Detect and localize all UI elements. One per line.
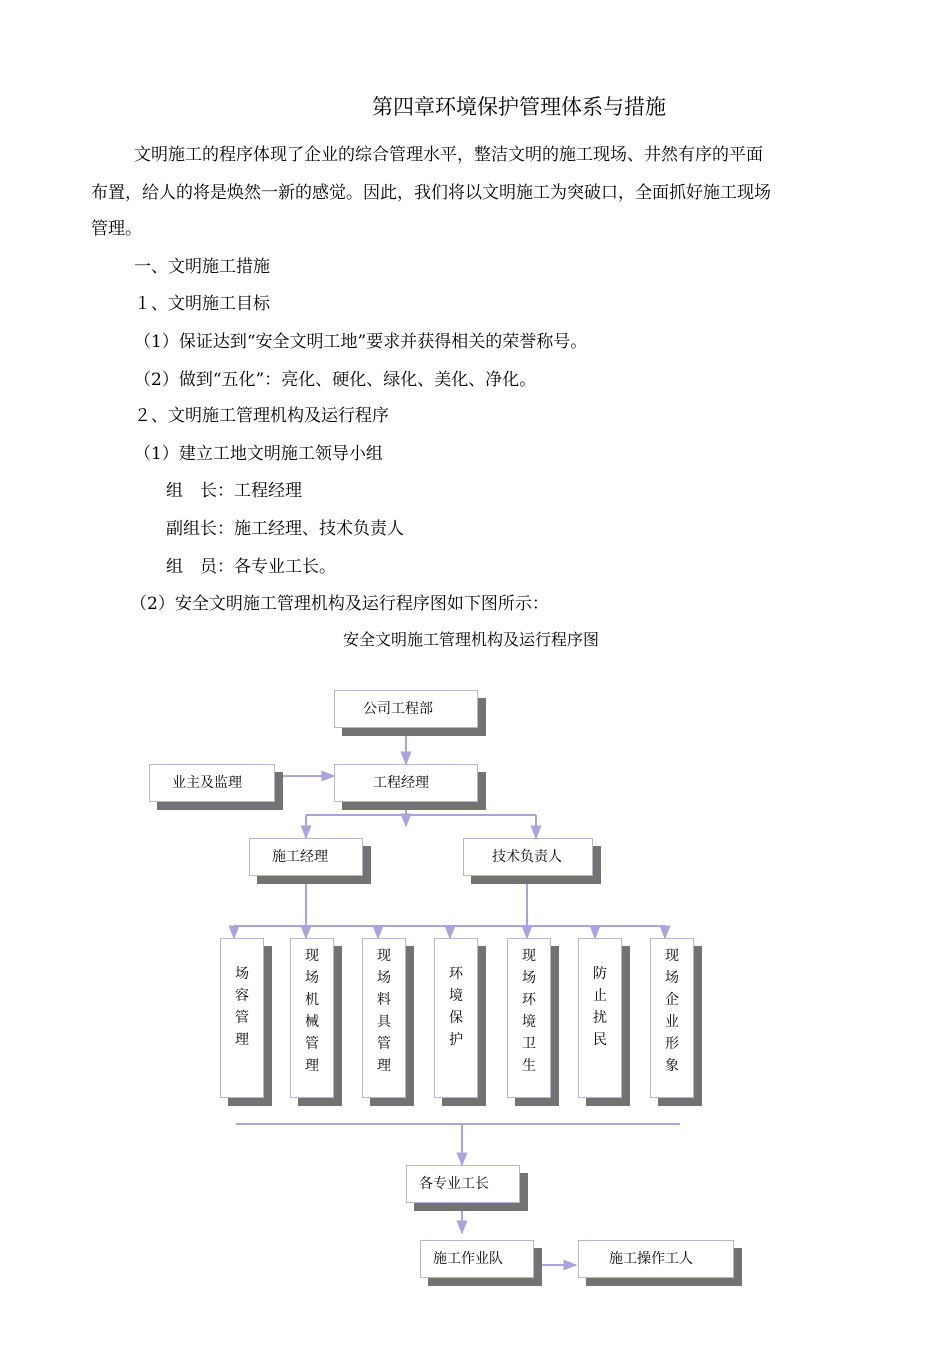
box-company-label: 公司工程部	[363, 701, 433, 717]
box-foremen-label: 各专业工长	[419, 1176, 489, 1192]
box-owner-label: 业主及监理	[172, 775, 242, 791]
box-area-machinery-label: 现场机械管理	[305, 948, 319, 1074]
section-heading: 一、文明施工措施	[134, 257, 270, 277]
box-area-machinery	[290, 938, 334, 1098]
box-company	[334, 690, 478, 728]
chapter-title: 第四章环境保护管理体系与措施	[372, 95, 666, 119]
box-area-image	[650, 938, 694, 1098]
box-tech-lead	[463, 838, 593, 876]
intro-line-1: 文明施工的程序体现了企业的综合管理水平，整洁文明的施工现场、井然有序的平面	[134, 145, 763, 165]
box-area-materials	[362, 938, 406, 1098]
subsection-heading-2: ２、文明施工管理机构及运行程序	[134, 406, 389, 426]
box-crew-label: 施工作业队	[433, 1251, 503, 1267]
org-item-2: （2）安全文明施工管理机构及运行程序图如下图所示：	[130, 594, 549, 614]
box-owner	[149, 764, 275, 802]
box-area-nuisance	[578, 938, 622, 1098]
box-construction-manager-label: 施工经理	[272, 849, 328, 865]
box-crew	[420, 1240, 534, 1278]
box-area-hygiene	[507, 938, 551, 1098]
chart-title: 安全文明施工管理机构及运行程序图	[343, 630, 600, 649]
box-workers-label: 施工操作工人	[609, 1251, 693, 1267]
box-area-site-appearance	[220, 938, 264, 1098]
box-area-image-label: 现场企业形象	[665, 948, 679, 1074]
group-members: 组 员：各专业工长。	[166, 557, 336, 577]
box-construction-manager	[249, 838, 363, 876]
box-area-nuisance-label: 防止扰民	[593, 966, 607, 1048]
box-tech-lead-label: 技术负责人	[492, 849, 562, 865]
group-leader: 组 长：工程经理	[166, 481, 302, 501]
box-area-materials-label: 现场料具管理	[377, 948, 391, 1074]
box-project-manager-label: 工程经理	[373, 775, 429, 791]
box-project-manager	[334, 764, 478, 802]
box-area-hygiene-label: 现场环境卫生	[522, 948, 536, 1074]
group-deputy: 副组长：施工经理、技术负责人	[166, 519, 404, 539]
box-area-environment-label: 环境保护	[449, 966, 463, 1048]
org-item-1: （1）建立工地文明施工领导小组	[134, 444, 383, 464]
goal-item-1: （1）保证达到“安全文明工地”要求并获得相关的荣誉称号。	[134, 332, 588, 352]
box-area-environment	[434, 938, 478, 1098]
box-foremen	[406, 1165, 520, 1203]
box-workers	[578, 1240, 734, 1278]
goal-item-2: （2）做到“五化”：亮化、硬化、绿化、美化、净化。	[134, 370, 537, 390]
intro-line-2: 布置，给人的将是焕然一新的感觉。因此，我们将以文明施工为突破口，全面抓好施工现场	[91, 183, 771, 203]
subsection-heading-1: １、文明施工目标	[134, 294, 270, 314]
intro-line-3: 管理。	[91, 219, 142, 239]
box-area-site-appearance-label: 场容管理	[235, 966, 249, 1048]
